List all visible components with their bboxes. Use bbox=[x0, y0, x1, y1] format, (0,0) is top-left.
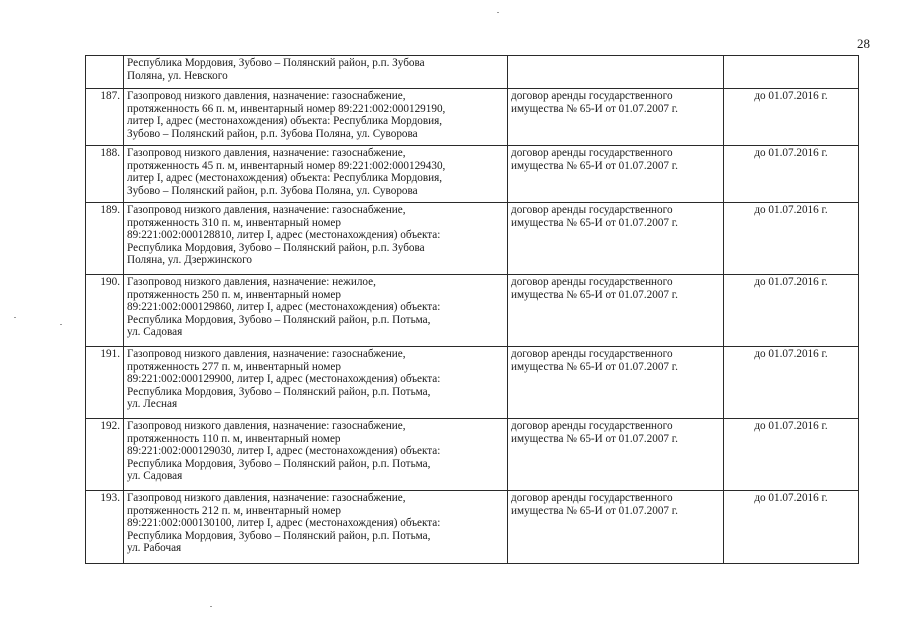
document-line: договор аренды государственного bbox=[511, 348, 673, 360]
scan-artifact bbox=[60, 324, 62, 325]
table-body bbox=[86, 56, 859, 564]
description-line: Республика Мордовия, Зубово – Полянский район, р.п. Потьма, bbox=[127, 313, 431, 326]
description-line: протяженность 66 п. м, инвентарный номер 89:221:002:000129190, bbox=[127, 102, 446, 115]
basis-document bbox=[508, 419, 724, 491]
scan-artifact bbox=[210, 606, 212, 607]
lease-term bbox=[724, 56, 859, 89]
document-line: имущества № 65-И от 01.07.2007 г. bbox=[511, 216, 678, 229]
description-line: 89:221:002:000130100, литер I, адрес (местонахождения) объекта: bbox=[127, 517, 441, 530]
object-description bbox=[124, 56, 508, 89]
row-number: 190. bbox=[86, 275, 124, 347]
table-row bbox=[86, 56, 859, 89]
row-number: 192. bbox=[86, 419, 124, 491]
document-line: договор аренды государственного bbox=[511, 492, 673, 504]
object-description bbox=[124, 275, 508, 347]
document-line: имущества № 65-И от 01.07.2007 г. bbox=[511, 288, 678, 301]
lease-term: до 01.07.2016 г. bbox=[724, 275, 859, 347]
description-line: Поляна, ул. Дзержинского bbox=[127, 254, 253, 267]
description-line: Газопровод низкого давления, назначение: газоснабжение, bbox=[127, 420, 406, 432]
document-line: имущества № 65-И от 01.07.2007 г. bbox=[511, 360, 678, 373]
basis-document bbox=[508, 491, 724, 564]
description-line: 89:221:002:000129860, литер I, адрес (местонахождения) объекта: bbox=[127, 301, 441, 314]
row-number: 191. bbox=[86, 347, 124, 419]
description-line: ул. Рабочая bbox=[127, 542, 182, 555]
table-row bbox=[86, 146, 859, 203]
document-line: договор аренды государственного bbox=[511, 90, 673, 102]
object-description bbox=[124, 146, 508, 203]
object-description bbox=[124, 203, 508, 275]
scan-artifact bbox=[14, 317, 16, 318]
lease-term: до 01.07.2016 г. bbox=[724, 347, 859, 419]
object-description bbox=[124, 491, 508, 564]
basis-document bbox=[508, 56, 724, 89]
lease-term: до 01.07.2016 г. bbox=[724, 491, 859, 564]
description-line: литер I, адрес (местонахождения) объекта: Республика Мордовия, bbox=[127, 172, 443, 185]
description-line: Газопровод низкого давления, назначение: газоснабжение, bbox=[127, 348, 406, 360]
row-number: 187. bbox=[86, 89, 124, 146]
table-row bbox=[86, 89, 859, 146]
document-line: имущества № 65-И от 01.07.2007 г. bbox=[511, 159, 678, 172]
basis-document bbox=[508, 203, 724, 275]
basis-document bbox=[508, 347, 724, 419]
document-line: имущества № 65-И от 01.07.2007 г. bbox=[511, 432, 678, 445]
lease-term: до 01.07.2016 г. bbox=[724, 89, 859, 146]
description-line: Зубово – Полянский район, р.п. Зубова Поляна, ул. Суворова bbox=[127, 184, 418, 197]
description-line: Республика Мордовия, Зубово – Полянский район, р.п. Зубова bbox=[127, 57, 425, 69]
basis-document bbox=[508, 146, 724, 203]
description-line: ул. Лесная bbox=[127, 398, 178, 411]
table-row bbox=[86, 203, 859, 275]
description-line: протяженность 310 п. м, инвентарный номер bbox=[127, 216, 341, 229]
description-line: протяженность 250 п. м, инвентарный номер bbox=[127, 288, 341, 301]
description-line: ул. Садовая bbox=[127, 326, 183, 339]
description-line: Газопровод низкого давления, назначение: газоснабжение, bbox=[127, 147, 406, 159]
description-line: Республика Мордовия, Зубово – Полянский район, р.п. Зубова bbox=[127, 241, 425, 254]
lease-term: до 01.07.2016 г. bbox=[724, 146, 859, 203]
object-description bbox=[124, 89, 508, 146]
object-description bbox=[124, 347, 508, 419]
description-line: Поляна, ул. Невского bbox=[127, 69, 228, 82]
table-row bbox=[86, 275, 859, 347]
description-line: Республика Мордовия, Зубово – Полянский район, р.п. Потьма, bbox=[127, 457, 431, 470]
property-registry-table bbox=[85, 55, 859, 564]
description-line: 89:221:002:000128810, литер I, адрес (местонахождения) объекта: bbox=[127, 229, 441, 242]
description-line: ул. Садовая bbox=[127, 470, 183, 483]
description-line: протяженность 212 п. м, инвентарный номер bbox=[127, 504, 341, 517]
table-row bbox=[86, 491, 859, 564]
page-number: 28 bbox=[857, 36, 870, 51]
document-line: договор аренды государственного bbox=[511, 204, 673, 216]
document-line: имущества № 65-И от 01.07.2007 г. bbox=[511, 102, 678, 115]
description-line: Республика Мордовия, Зубово – Полянский район, р.п. Потьма, bbox=[127, 529, 431, 542]
description-line: Газопровод низкого давления, назначение: газоснабжение, bbox=[127, 492, 406, 504]
document-line: договор аренды государственного bbox=[511, 420, 673, 432]
scan-artifact bbox=[497, 12, 499, 13]
description-line: протяженность 277 п. м, инвентарный номер bbox=[127, 360, 341, 373]
description-line: протяженность 45 п. м, инвентарный номер 89:221:002:000129430, bbox=[127, 159, 446, 172]
description-line: Газопровод низкого давления, назначение: газоснабжение, bbox=[127, 90, 406, 102]
basis-document bbox=[508, 275, 724, 347]
document-line: договор аренды государственного bbox=[511, 276, 673, 288]
description-line: 89:221:002:000129030, литер I, адрес (местонахождения) объекта: bbox=[127, 445, 441, 458]
description-line: Газопровод низкого давления, назначение: нежилое, bbox=[127, 276, 376, 288]
table-row bbox=[86, 419, 859, 491]
description-line: Газопровод низкого давления, назначение: газоснабжение, bbox=[127, 204, 406, 216]
description-line: Зубово – Полянский район, р.п. Зубова Поляна, ул. Суворова bbox=[127, 127, 418, 140]
row-number: 189. bbox=[86, 203, 124, 275]
description-line: протяженность 110 п. м, инвентарный номер bbox=[127, 432, 341, 445]
description-line: 89:221:002:000129900, литер I, адрес (местонахождения) объекта: bbox=[127, 373, 441, 386]
document-line: договор аренды государственного bbox=[511, 147, 673, 159]
row-number: 188. bbox=[86, 146, 124, 203]
basis-document bbox=[508, 89, 724, 146]
description-line: Республика Мордовия, Зубово – Полянский район, р.п. Потьма, bbox=[127, 385, 431, 398]
description-line: литер I, адрес (местонахождения) объекта: Республика Мордовия, bbox=[127, 115, 443, 128]
row-number: 193. bbox=[86, 491, 124, 564]
table-row bbox=[86, 347, 859, 419]
row-number bbox=[86, 56, 124, 89]
lease-term: до 01.07.2016 г. bbox=[724, 203, 859, 275]
document-line: имущества № 65-И от 01.07.2007 г. bbox=[511, 504, 678, 517]
lease-term: до 01.07.2016 г. bbox=[724, 419, 859, 491]
object-description bbox=[124, 419, 508, 491]
